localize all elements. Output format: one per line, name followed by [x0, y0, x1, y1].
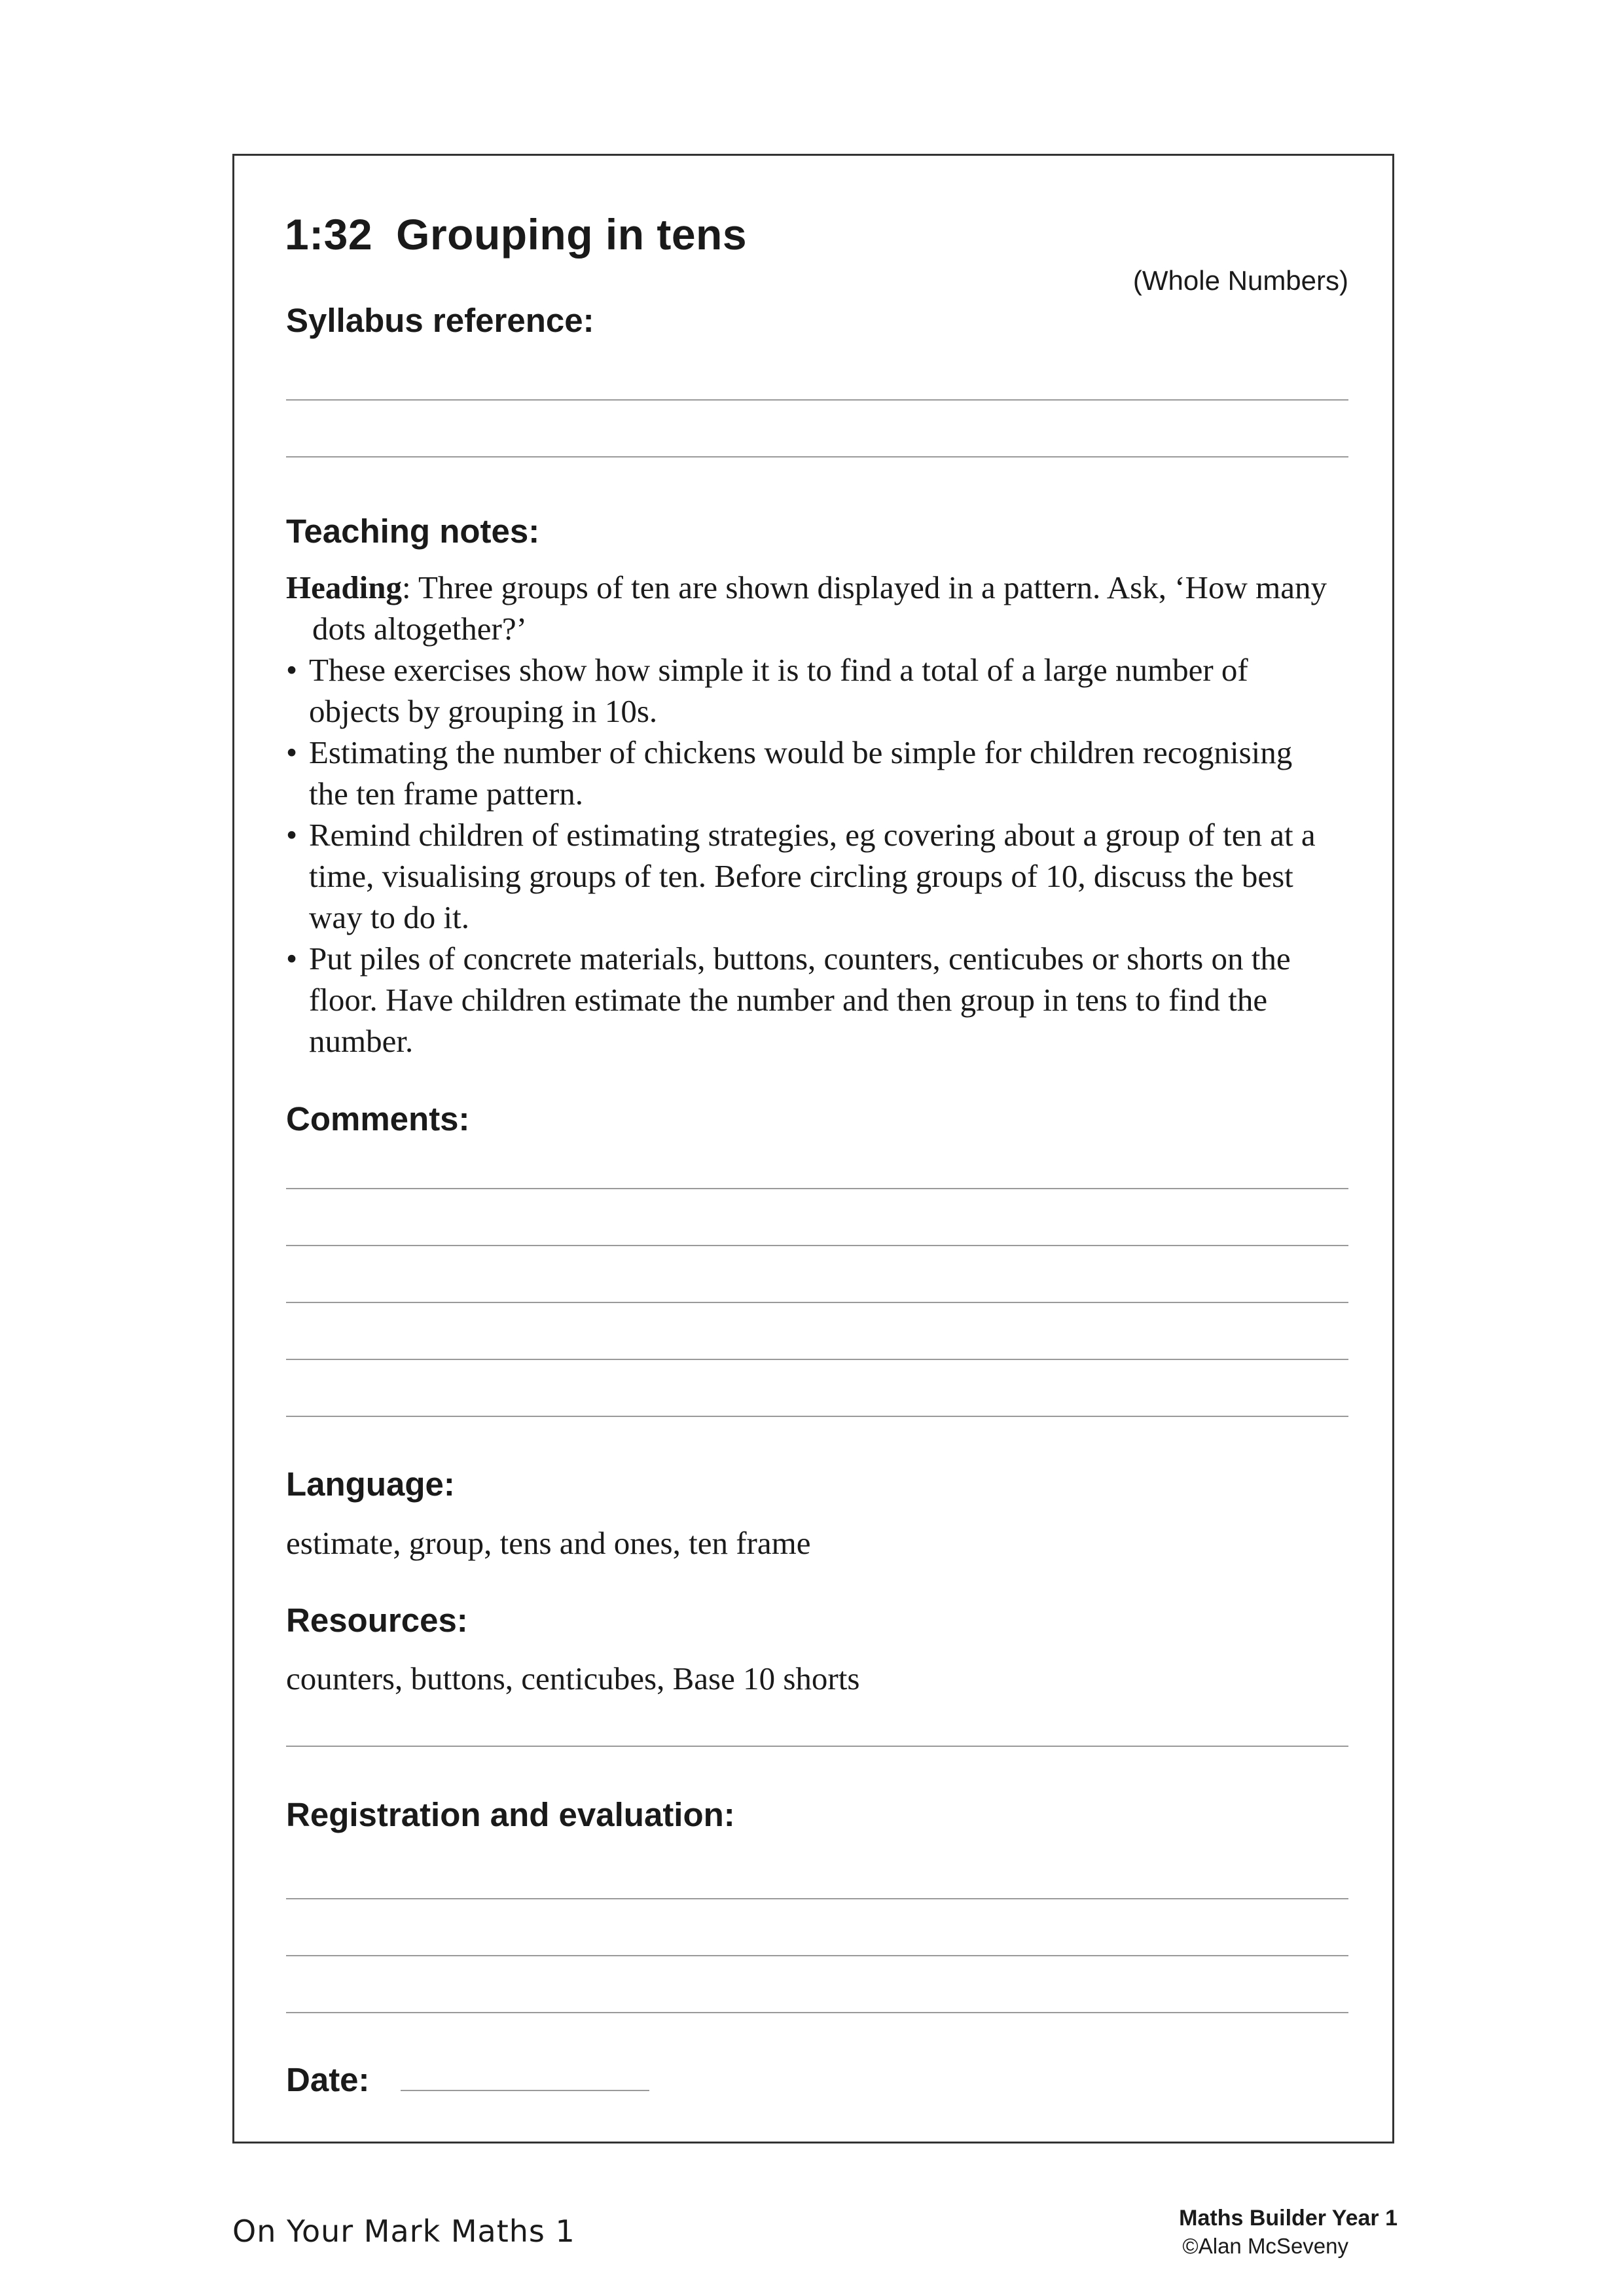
footer-copyright: ©Alan McSeveny: [1182, 2234, 1348, 2258]
comments-line-2: [286, 1245, 1348, 1246]
registration-line-3: [286, 2012, 1348, 2013]
date-line: [401, 2090, 649, 2091]
list-item: • Remind children of estimating strategies, eg covering about a group of ten at a time, visualising groups of ten. Before circling groups of 10, discuss the best way to do it.: [286, 817, 1316, 935]
syllabus-heading: Syllabus reference:: [286, 302, 594, 339]
comments-line-1: [286, 1188, 1348, 1189]
teaching-notes-list: [286, 649, 1333, 1062]
registration-line-2: [286, 1955, 1348, 1956]
syllabus-line-1: [286, 399, 1348, 401]
syllabus-line-2: [286, 456, 1348, 457]
worksheet-frame: [232, 154, 1394, 2144]
comments-line-5: [286, 1416, 1348, 1417]
date-label: Date:: [286, 2061, 370, 2098]
language-text: estimate, group, tens and ones, ten frame: [286, 1525, 811, 1561]
list-item: • Estimating the number of chickens would be simple for children recognising the ten frame pattern.: [286, 734, 1293, 812]
comments-line-3: [286, 1302, 1348, 1303]
footer-book: Maths Builder Year 1: [1179, 2206, 1398, 2231]
language-heading: Language:: [286, 1465, 455, 1503]
heading-note: [286, 567, 1333, 649]
list-item: • Put piles of concrete materials, buttons, counters, centicubes or shorts on the floor. Have children estimate the number and then group in tens to find the number.: [286, 941, 1291, 1059]
resources-heading: Resources:: [286, 1602, 468, 1639]
comments-line-4: [286, 1359, 1348, 1360]
resources-line: [286, 1746, 1348, 1747]
heading-note-label: Heading: [286, 569, 402, 605]
resources-text: counters, buttons, centicubes, Base 10 shorts: [286, 1660, 860, 1696]
teaching-notes-body: [286, 567, 1333, 1062]
footer-series: On Your Mark Maths 1: [232, 2214, 575, 2249]
registration-heading: Registration and evaluation:: [286, 1796, 735, 1833]
strand-label: (Whole Numbers): [1132, 265, 1348, 296]
registration-line-1: [286, 1898, 1348, 1899]
list-item: • These exercises show how simple it is to find a total of a large number of objects by grouping in 10s.: [286, 652, 1248, 729]
teaching-notes-heading: Teaching notes:: [286, 512, 540, 550]
worksheet-title: Grouping in tens: [396, 210, 748, 259]
comments-heading: Comments:: [286, 1100, 470, 1138]
page-title: [285, 209, 747, 259]
heading-note-text: : Three groups of ten are shown displayed in a pattern. Ask, ‘How many dots altogether?’: [312, 569, 1327, 647]
worksheet-number: 1:32: [285, 210, 373, 259]
